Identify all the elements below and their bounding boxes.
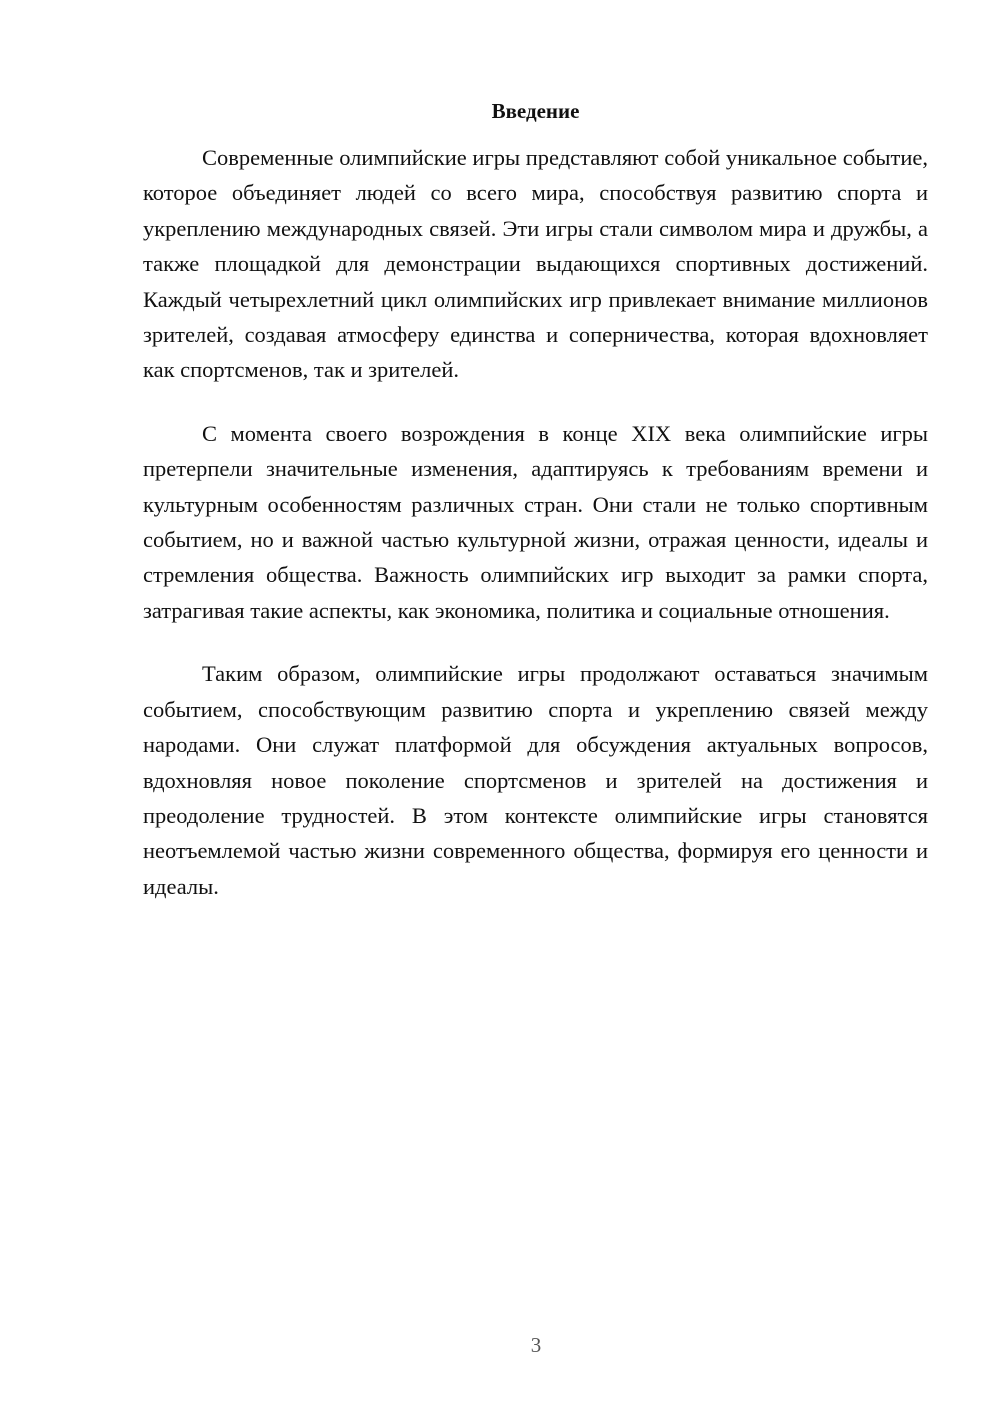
page-title: Введение: [491, 99, 580, 123]
page-number: 3: [530, 1333, 542, 1357]
document-body: [143, 96, 928, 932]
paragraph-3: Таким образом, олимпийские игры продолжают оставаться значимым событием, способствующим развитию спорта и укреплению связей между народами. Они служат платформой для обсуждения актуальных вопросов, вдохновляя новое поколение спортсменов и зрителей на достижения и преодоление трудностей. В этом контексте олимпийские игры становятся неотъемлемой частью жизни современного общества, формируя его ценности и идеалы.: [143, 661, 928, 899]
paragraph-2: С момента своего возрождения в конце XIX века олимпийские игры претерпели значительные изменения, адаптируясь к требованиям времени и культурным особенностям различных стран. Они стали не только спортивным событием, но и важной частью культурной жизни, отражая ценности, идеалы и стремления общества. Важность олимпийских игр выходит за рамки спорта, затрагивая такие аспекты, как экономика, политика и социальные отношения.: [143, 420, 928, 623]
paragraph-1: Современные олимпийские игры представляют собой уникальное событие, которое объединяет людей со всего мира, способствуя развитию спорта и укреплению международных связей. Эти игры стали символом мира и дружбы, а также площадкой для демонстрации выдающихся спортивных достижений. Каждый четырехлетний цикл олимпийских игр привлекает внимание миллионов зрителей, создавая атмосферу единства и соперничества, которая вдохновляет как спортсменов, так и зрителей.: [143, 145, 928, 383]
